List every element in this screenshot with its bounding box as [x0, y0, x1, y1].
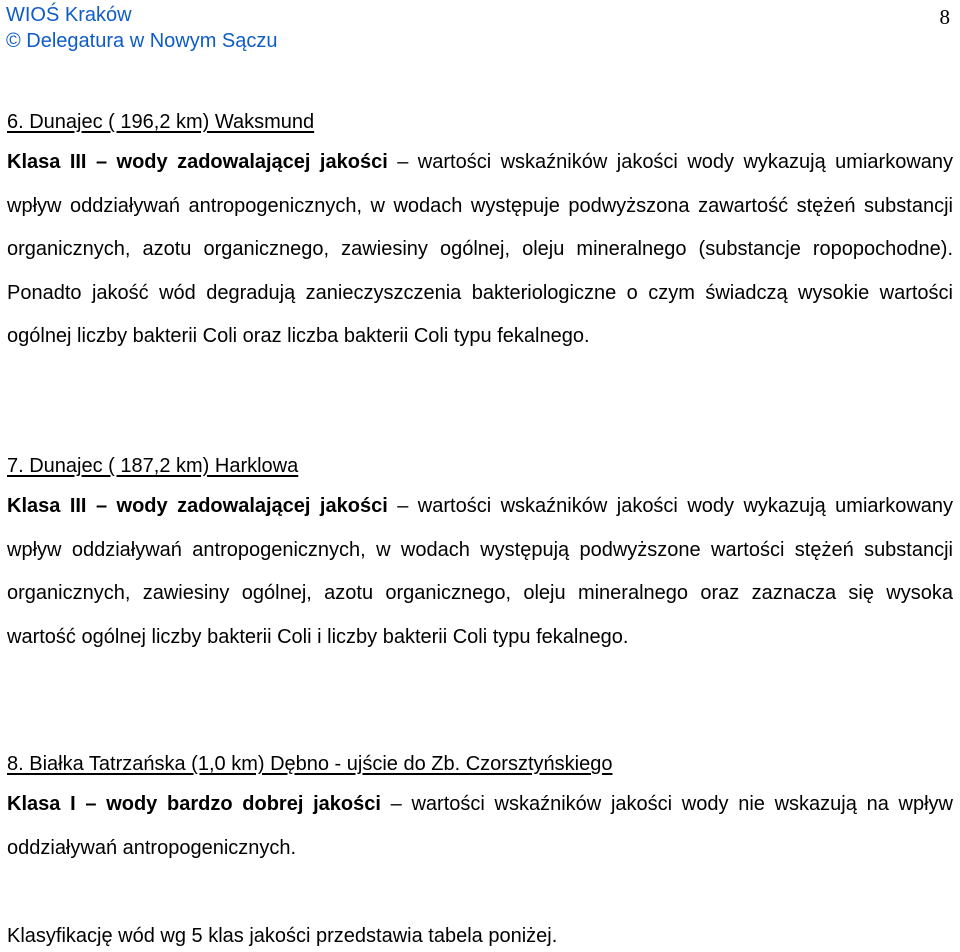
- section-dunajec-harklowa: [7, 452, 953, 659]
- section-title: 8. Białka Tatrzańska (1,0 km) Dębno - ujście do Zb. Czorsztyńskiego: [7, 753, 613, 775]
- header-organization: WIOŚ Kraków: [6, 4, 132, 26]
- section-title: 6. Dunajec ( 196,2 km) Waksmund: [7, 111, 315, 133]
- water-class-label: Klasa III – wody zadowalającej jakości: [7, 495, 388, 517]
- header-office: © Delegatura w Nowym Sączu: [6, 30, 278, 52]
- page-header: [6, 2, 954, 62]
- section-paragraph: [7, 141, 953, 359]
- section-title: 7. Dunajec ( 187,2 km) Harklowa: [7, 455, 299, 477]
- section-description: – wartości wskaźników jakości wody nie wskazują na wpływ oddziaływań antropogenicznych.: [7, 793, 953, 859]
- section-description: – wartości wskaźników jakości wody wykazują umiarkowany wpływ oddziaływań antropogenicznych, w wodach występuje podwyższona zawartość stężeń substancji organicznych, azotu organicznego, zawiesiny ogólnej, oleju mineralnego (substancje ropopochodne). Ponadto jakość wód degradują zanieczyszczenia bakteriologiczne o czym świadczą wysokie wartości ogólnej liczby bakterii Coli oraz liczba bakterii Coli typu fekalnego.: [7, 151, 954, 348]
- section-dunajec-waksmund: [7, 108, 953, 359]
- page-number: 8: [939, 5, 950, 29]
- water-class-label: Klasa I – wody bardzo dobrej jakości: [7, 793, 381, 815]
- water-class-label: Klasa III – wody zadowalającej jakości: [7, 151, 388, 173]
- section-description: – wartości wskaźników jakości wody wykazują umiarkowany wpływ oddziaływań antropogenicznych, w wodach występują podwyższone wartości stężeń substancji organicznych, zawiesiny ogólnej, azotu organicznego, oleju mineralnego oraz zaznacza się wysoka wartość ogólnej liczby bakterii Coli i liczby bakterii Coli typu fekalnego.: [7, 495, 954, 648]
- footer-text: Klasyfikację wód wg 5 klas jakości przedstawia tabela poniżej.: [7, 925, 558, 947]
- section-paragraph: [7, 485, 953, 659]
- section-paragraph: [7, 783, 953, 870]
- section-bialka-tatrzanska: [7, 750, 953, 870]
- footer-note: [7, 922, 953, 950]
